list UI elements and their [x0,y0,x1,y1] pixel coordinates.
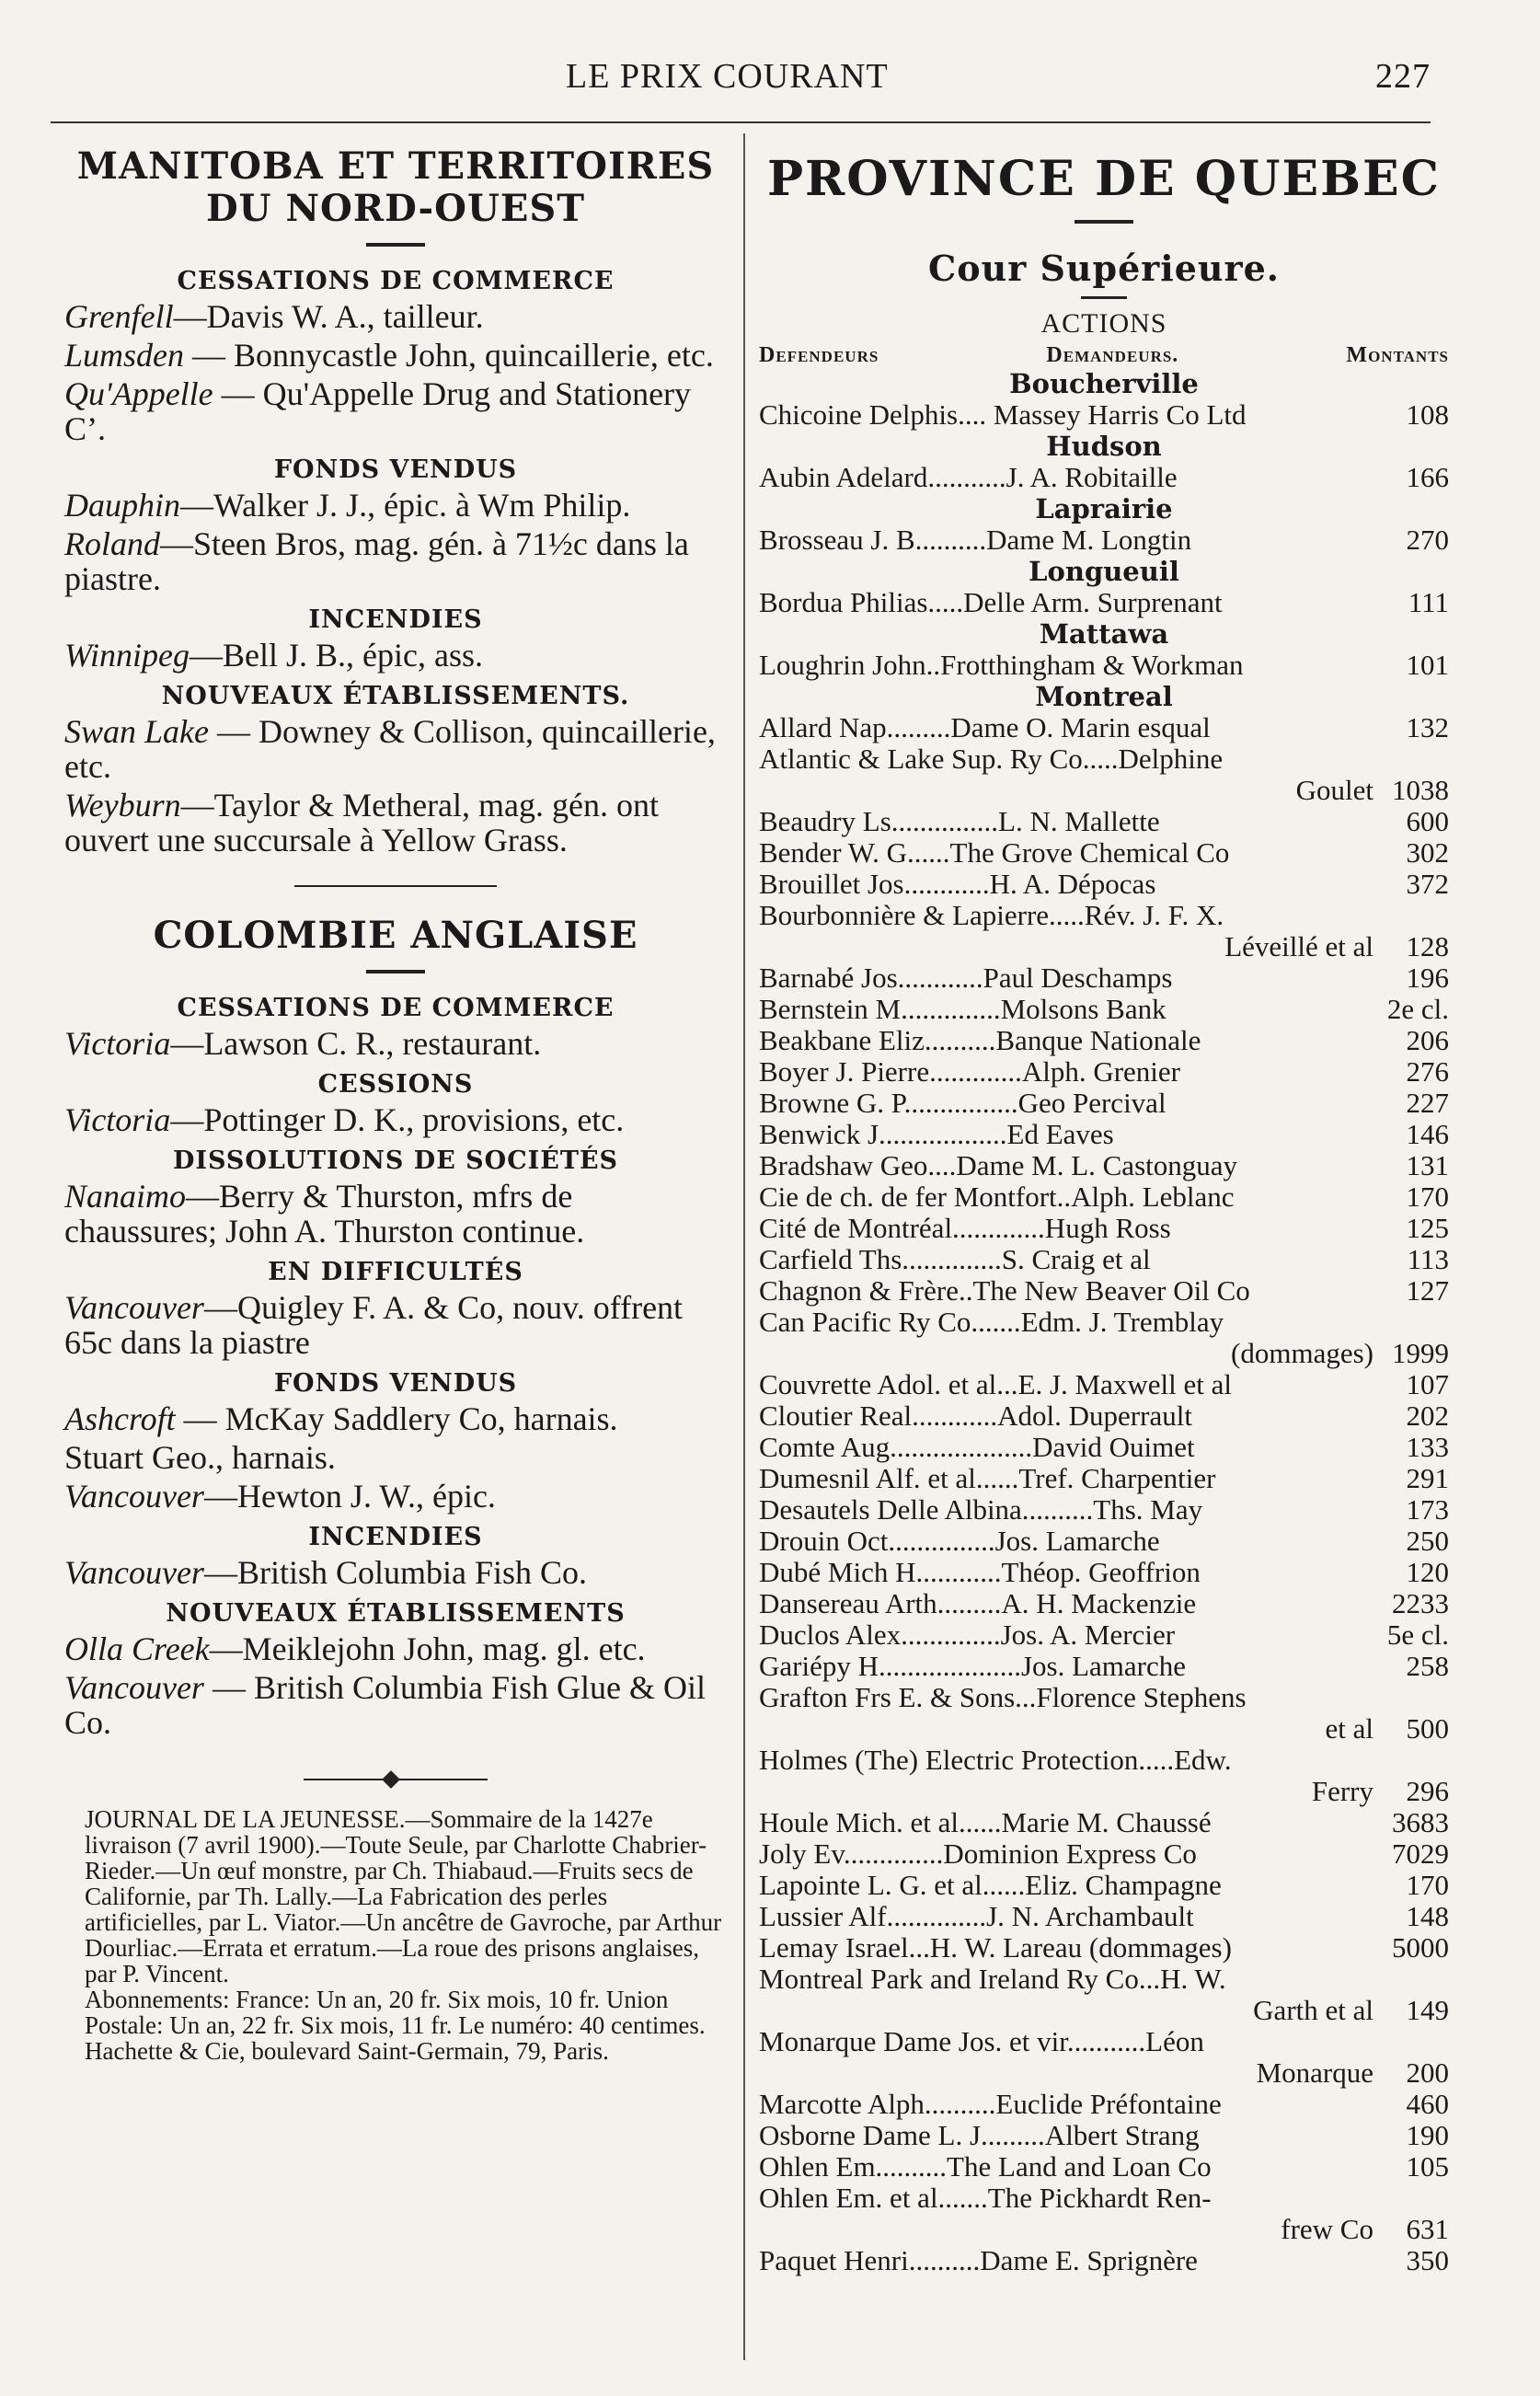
action-amount: 5000 [1392,1931,1449,1964]
entry-list [64,1179,727,1249]
entry-text: —Walker J. J., épic. à Wm Philip. [180,487,631,524]
listing-entry [64,299,727,334]
action-row [759,1807,1449,1838]
action-row [759,1776,1449,1807]
action-amount: 350 [1406,2244,1449,2276]
action-amount: 600 [1406,805,1449,837]
action-parties: Osborne Dame L. J.........Albert Strang [759,2120,1200,2151]
column-headers [759,343,1449,368]
listing-entry [64,1401,727,1436]
action-amount: 105 [1406,2150,1449,2183]
action-row [759,1244,1449,1275]
listing-entry [64,1479,727,1514]
entry-text: —Steen Bros, mag. gén. à 71½c dans la piastre. [64,525,689,597]
action-parties: (dommages) [1231,1338,1373,1369]
entry-list [64,1555,727,1590]
action-amount: 1038 [1392,774,1449,806]
action-parties: Can Pacific Ry Co.......Edm. J. Tremblay [759,1307,1224,1338]
action-amount: 3683 [1392,1806,1449,1838]
entry-text: —Berry & Thurston, mfrs de chaussures; John A. Thurston continue. [64,1178,585,1250]
action-parties: Paquet Henri..........Dame E. Sprignère [759,2245,1198,2276]
action-parties: Beakbane Eliz..........Banque Nationale [759,1025,1201,1056]
action-amount: 631 [1406,2213,1449,2245]
entry-town: Swan Lake [64,713,209,750]
action-parties: Joly Ev..............Dominion Express Co [759,1838,1197,1870]
action-amount: 302 [1406,836,1449,869]
entry-text: — Downey & Collison, quincaillerie, etc. [64,713,716,785]
journal-abonnements: Abonnements: France: Un an, 20 fr. Six mois, 10 fr. Union Postale: Un an, 22 fr. Six mois, 11 fr. Le numéro: 40 centimes. [85,1986,706,2039]
action-amount: 296 [1406,1775,1449,1807]
entry-list [64,1401,727,1514]
action-parties: Duclos Alex..............Jos. A. Mercier [759,1619,1176,1651]
page-header [51,51,1431,106]
action-parties: Allard Nap.........Dame O. Marin esqual [759,712,1211,743]
title-dash [1075,220,1133,224]
entry-town: Roland [64,525,160,562]
city-heading: Laprairie [1035,493,1173,524]
listing-entry [64,488,727,523]
action-parties: Atlantic & Lake Sup. Ry Co.....Delphine [759,743,1224,775]
action-row [759,1213,1449,1244]
action-row [759,931,1449,962]
action-row [759,2089,1449,2120]
title-dash [366,243,425,247]
action-row [759,2214,1449,2245]
entry-text: —Bell J. B., épic, ass. [189,637,483,674]
manitoba-title: MANITOBA ET TERRITOIRES DU NORD-OUEST [76,144,715,230]
action-parties: Lapointe L. G. et al......Eliz. Champagne [759,1870,1222,1901]
action-row [759,524,1449,556]
listing-entry [64,1555,727,1590]
action-row [759,2057,1449,2089]
action-parties: Browne G. P................Geo Percival [759,1088,1166,1119]
action-amount: 202 [1406,1400,1449,1432]
city-heading: Boucherville [1009,368,1199,399]
entry-town: Victoria [64,1101,171,1138]
action-row [759,1745,1449,1776]
action-parties: et al [1325,1713,1373,1745]
action-parties: Dubé Mich H............Théop. Geoffrion [759,1557,1201,1588]
journal-body: JOURNAL DE LA JEUNESSE.—Sommaire de la 1427e livraison (7 avril 1900).—Toute Seule, par Charlotte Chabrier-Rieder.—Un œuf monstre, par Ch. Thiabaud.—Fruits secs de Californie, par Th. Lally.—La Fabrication des perles artificielles, par L. Viator.—Un ancêtre de Gavroche, par Arthur Dourliac.—Errata et erratum.—La roue des prisons anglaises, par P. Vincent. [85,1805,722,1987]
action-amount: 173 [1406,1493,1449,1526]
action-parties: Brosseau J. B..........Dame M. Longtin [759,524,1192,556]
action-row [759,743,1449,775]
action-amount: 125 [1406,1212,1449,1244]
action-parties: Goulet [1295,775,1373,806]
action-parties: Chicoine Delphis.... Massey Harris Co Ltd [759,399,1247,431]
title-dash [1081,296,1127,299]
action-parties: Garth et al [1253,1995,1373,2026]
action-amount: 5e cl. [1386,1618,1449,1651]
action-amount: 146 [1406,1118,1449,1150]
action-parties: Bordua Philias.....Delle Arm. Surprenant [759,587,1223,618]
action-row [759,2183,1449,2214]
entry-list [64,1102,727,1137]
action-parties: Loughrin John..Frotthingham & Workman [759,650,1244,681]
entry-town: Vancouver [64,1669,204,1706]
action-row [759,1463,1449,1494]
action-amount: 2e cl. [1386,993,1449,1025]
diamond-icon [382,1770,400,1789]
action-row [759,1995,1449,2026]
action-parties: Barnabé Jos............Paul Deschamps [759,962,1173,994]
city-heading: Hudson [1046,431,1162,462]
action-amount: 108 [1406,398,1449,431]
entry-text: —Lawson C. R., restaurant. [170,1025,542,1062]
listing-entry [64,638,727,673]
action-parties: frew Co [1281,2214,1373,2245]
action-amount: 7029 [1392,1837,1449,1870]
action-amount: 128 [1406,930,1449,962]
action-parties: Houle Mich. et al......Marie M. Chaussé [759,1807,1212,1838]
action-row [759,1619,1449,1651]
action-row [759,1307,1449,1338]
listing-entry [64,338,727,373]
action-row [759,1870,1449,1901]
entry-list [64,638,727,673]
action-parties: Beaudry Ls...............L. N. Mallette [759,806,1160,837]
action-parties: Lussier Alf..............J. N. Archambault [759,1901,1194,1932]
action-parties: Dansereau Arth.........A. H. Mackenzie [759,1588,1197,1619]
category-heading: FONDS VENDUS [273,455,518,484]
action-row [759,1119,1449,1150]
action-amount: 132 [1406,711,1449,743]
action-parties: Monarque Dame Jos. et vir...........Léon [759,2026,1204,2057]
action-amount: 101 [1406,649,1449,681]
action-parties: Cie de ch. de fer Montfort..Alph. Leblanc [759,1181,1235,1213]
category-heading: FONDS VENDUS [273,1369,518,1398]
listing-entry [64,1631,727,1666]
entry-town: Vancouver [64,1289,204,1326]
action-row [759,1901,1449,1932]
category-heading: CESSIONS [317,1070,474,1099]
entry-town: Ashcroft [64,1400,176,1437]
entry-town: Weyburn [64,787,181,824]
action-parties: Dumesnil Alf. et al......Tref. Charpentier [759,1463,1216,1494]
action-parties: Léveillé et al [1224,931,1373,962]
entry-text: —Pottinger D. K., provisions, etc. [170,1101,625,1138]
action-amount: 227 [1406,1087,1449,1119]
action-row [759,1181,1449,1213]
journal-publisher: Hachette & Cie, boulevard Saint-Germain, 79, Paris. [85,2037,609,2065]
action-parties: Bender W. G......The Grove Chemical Co [759,837,1230,869]
entry-town: Dauphin [64,487,180,524]
action-amount: 276 [1406,1055,1449,1088]
action-row [759,399,1449,431]
entry-town: Grenfell [64,298,174,335]
action-row [759,1432,1449,1463]
action-row [759,587,1449,618]
action-parties: Lemay Israel...H. W. Lareau (dommages) [759,1932,1232,1964]
listing-entry [64,1102,727,1137]
action-amount: 149 [1406,1994,1449,2026]
action-row [759,1682,1449,1713]
header-montants: Montants [1346,343,1449,367]
action-parties: Cloutier Real............Adol. Duperrault [759,1400,1192,1432]
city-heading: Mattawa [1039,618,1169,650]
action-amount: 170 [1406,1181,1449,1213]
action-row [759,2120,1449,2151]
action-amount: 190 [1406,2119,1449,2151]
category-heading: EN DIFFICULTÉS [268,1258,523,1286]
entry-list [64,1290,727,1360]
action-parties: Ferry [1311,1776,1373,1807]
action-row [759,775,1449,806]
action-amount: 120 [1406,1556,1449,1588]
action-row [759,1651,1449,1682]
ornament-divider [304,1773,488,1786]
action-parties: Bourbonnière & Lapierre.....Rév. J. F. X. [759,900,1224,931]
city-heading: Longueuil [1029,556,1179,587]
header-rule [51,121,1431,123]
city-heading: Montreal [1035,681,1173,712]
listing-entry [64,526,727,596]
action-amount: 250 [1406,1525,1449,1557]
action-row [759,806,1449,837]
action-row [759,900,1449,931]
action-parties: Ohlen Em. et al.......The Pickhardt Ren- [759,2183,1212,2214]
action-row [759,2151,1449,2183]
action-amount: 170 [1406,1869,1449,1901]
header-demandeurs: Demandeurs. [1046,343,1179,367]
action-amount: 133 [1406,1431,1449,1463]
action-parties: Comte Aug....................David Ouimet [759,1432,1195,1463]
entry-town: Victoria [64,1025,171,1062]
category-heading: DISSOLUTIONS DE SOCIÉTÉS [172,1146,619,1175]
entry-text: —Quigley F. A. & Co, nouv. offrent 65c dans la piastre [64,1289,684,1361]
journal-notice [64,1806,727,2064]
header-defendeurs: Defendeurs [759,343,879,367]
colombie-title: COLOMBIE ANGLAISE [153,914,638,957]
action-amount: 258 [1406,1650,1449,1682]
action-row [759,1588,1449,1619]
action-amount: 166 [1406,461,1449,493]
action-row [759,2245,1449,2276]
entry-list [64,299,727,446]
entry-list [64,1631,727,1740]
action-parties: Aubin Adelard...........J. A. Robitaille [759,462,1178,493]
entry-town: Qu'Appelle [64,375,213,412]
action-amount: 291 [1406,1462,1449,1494]
action-parties: Marcotte Alph..........Euclide Préfontaine [759,2089,1222,2120]
action-amount: 372 [1406,868,1449,900]
category-heading: NOUVEAUX ÉTABLISSEMENTS [166,1599,626,1628]
right-column [759,145,1449,2276]
action-amount: 107 [1406,1368,1449,1400]
entry-town: Vancouver [64,1478,204,1515]
action-row [759,994,1449,1025]
entry-text: Stuart Geo., harnais. [64,1439,336,1476]
action-amount: 500 [1406,1712,1449,1745]
action-row [759,1369,1449,1400]
action-parties: Monarque [1256,2057,1373,2089]
action-row [759,1056,1449,1088]
column-divider [743,133,745,2360]
category-heading: NOUVEAUX ÉTABLISSEMENTS. [161,682,630,710]
entry-text: —Davis W. A., tailleur. [173,298,484,335]
title-dash [366,970,425,973]
action-row [759,462,1449,493]
action-parties: Bernstein M..............Molsons Bank [759,994,1166,1025]
page-number: 227 [1375,57,1431,96]
action-amount: 206 [1406,1024,1449,1056]
action-parties: Bradshaw Geo....Dame M. L. Castonguay [759,1150,1238,1181]
entry-town: Olla Creek [64,1630,210,1667]
action-parties: Grafton Frs E. & Sons...Florence Stephens [759,1682,1247,1713]
entry-town: Lumsden [64,337,185,374]
entry-list [64,1026,727,1061]
action-row [759,1932,1449,1964]
section-separator [294,885,497,887]
action-parties: Holmes (The) Electric Protection.....Edw. [759,1745,1232,1776]
action-row [759,1838,1449,1870]
action-row [759,1150,1449,1181]
listing-entry [64,788,727,858]
action-parties: Drouin Oct...............Jos. Lamarche [759,1526,1160,1557]
action-parties: Benwick J..................Ed Eaves [759,1119,1114,1150]
action-parties: Montreal Park and Ireland Ry Co...H. W. [759,1964,1226,1995]
province-title: PROVINCE DE QUEBEC [766,151,1442,207]
category-heading: CESSATIONS DE COMMERCE [177,994,615,1022]
action-row [759,1025,1449,1056]
action-row [759,650,1449,681]
action-parties: Boyer J. Pierre.............Alph. Grenier [759,1056,1181,1088]
entry-text: —Meiklejohn John, mag. gl. etc. [209,1630,646,1667]
category-heading: INCENDIES [308,1523,483,1551]
action-row [759,1526,1449,1557]
entry-town: Winnipeg [64,637,190,674]
action-amount: 270 [1406,524,1449,556]
action-amount: 131 [1406,1149,1449,1181]
action-parties: Desautels Delle Albina..........Ths. May [759,1494,1203,1526]
action-row [759,1275,1449,1307]
action-row [759,1494,1449,1526]
action-row [759,1338,1449,1369]
action-amount: 460 [1406,2088,1449,2120]
category-heading: INCENDIES [308,605,483,634]
action-parties: Carfield Ths..............S. Craig et al [759,1244,1151,1275]
court-actions-list [759,368,1449,2276]
action-row [759,869,1449,900]
entry-list [64,488,727,596]
action-amount: 148 [1406,1900,1449,1932]
action-amount: 127 [1406,1274,1449,1307]
entry-text: — Qu'Appelle Drug and Stationery C’. [64,375,692,447]
listing-entry [64,376,727,446]
court-title: Cour Supérieure. [928,248,1280,289]
action-amount: 113 [1407,1243,1449,1275]
action-row [759,1713,1449,1745]
action-row [759,1088,1449,1119]
action-amount: 2233 [1392,1587,1449,1619]
action-parties: Gariépy H....................Jos. Lamarche [759,1651,1187,1682]
listing-entry [64,1290,727,1360]
listing-entry [64,1179,727,1249]
listing-entry [64,1670,727,1740]
action-row [759,1557,1449,1588]
left-column [64,145,727,2064]
action-row [759,2026,1449,2057]
entry-town: Vancouver [64,1554,204,1591]
action-row [759,837,1449,869]
actions-label: ACTIONS [1040,308,1167,339]
action-amount: 200 [1406,2056,1449,2089]
action-amount: 111 [1408,586,1449,618]
entry-text: — Bonnycastle John, quincaillerie, etc. [184,337,714,374]
action-row [759,962,1449,994]
action-parties: Chagnon & Frère..The New Beaver Oil Co [759,1275,1250,1307]
entry-town: Nanaimo [64,1178,187,1215]
entry-text: —British Columbia Fish Co. [203,1554,588,1591]
entry-text: —Hewton J. W., épic. [203,1478,496,1515]
action-row [759,1964,1449,1995]
listing-entry [64,714,727,784]
action-amount: 196 [1406,962,1449,994]
action-row [759,712,1449,743]
action-parties: Brouillet Jos............H. A. Dépocas [759,869,1156,900]
action-amount: 1999 [1392,1337,1449,1369]
category-heading: CESSATIONS DE COMMERCE [177,267,615,295]
entry-text: — British Columbia Fish Glue & Oil Co. [64,1669,706,1741]
entry-text: — McKay Saddlery Co, harnais. [175,1400,618,1437]
listing-entry [64,1440,727,1475]
entry-list [64,714,727,858]
entry-text: —Taylor & Metheral, mag. gén. ont ouvert une succursale à Yellow Grass. [64,787,660,858]
action-parties: Cité de Montréal.............Hugh Ross [759,1213,1171,1244]
listing-entry [64,1026,727,1061]
action-parties: Ohlen Em..........The Land and Loan Co [759,2151,1212,2183]
action-parties: Couvrette Adol. et al...E. J. Maxwell et al [759,1369,1232,1400]
action-row [759,1400,1449,1432]
running-title: LE PRIX COURANT [566,57,889,96]
